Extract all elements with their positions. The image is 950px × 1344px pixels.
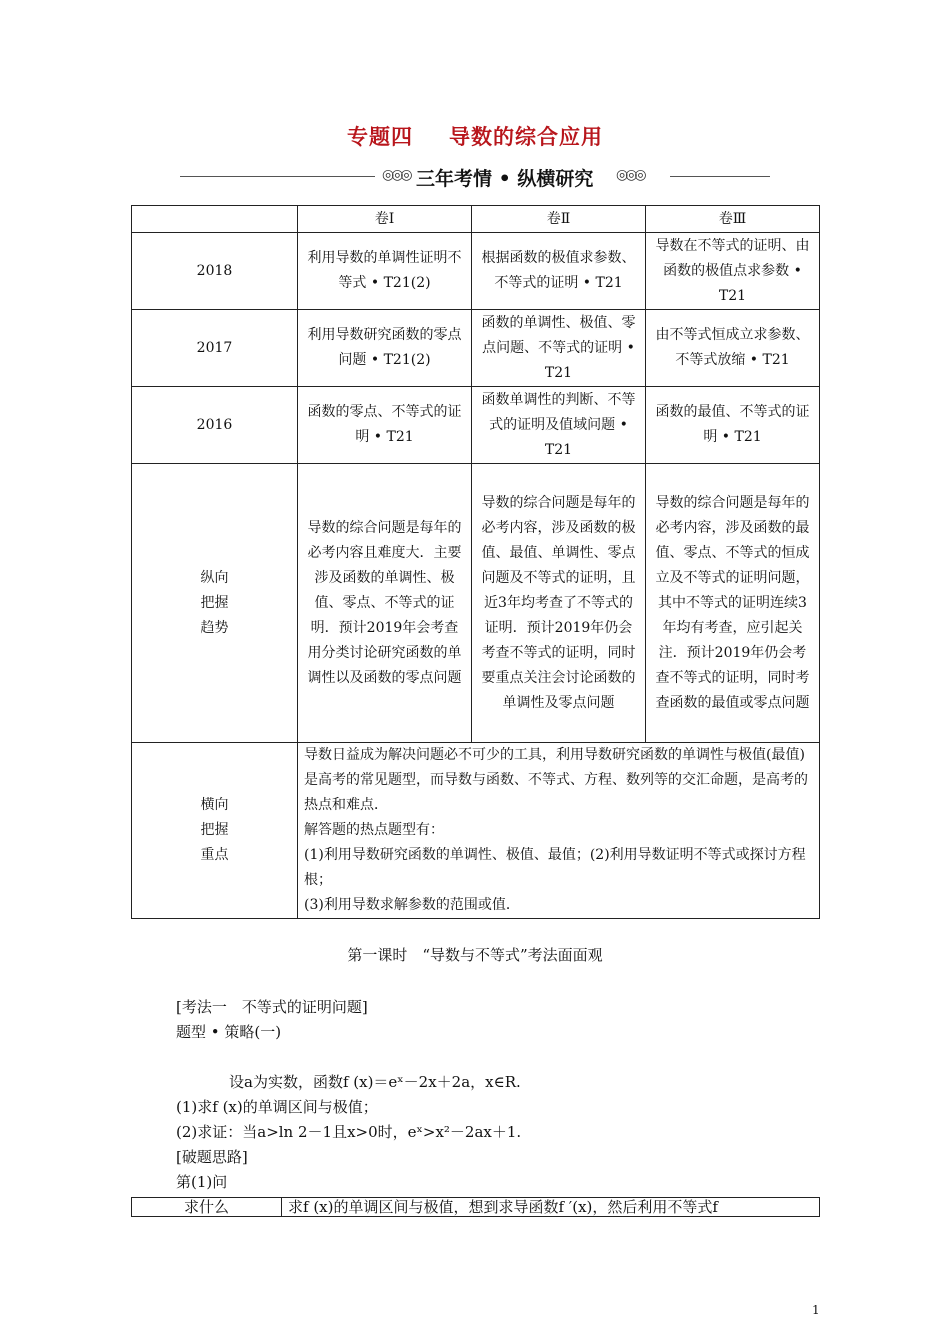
page-number: 1	[812, 1303, 820, 1317]
lesson-title: 第一课时 “导数与不等式”考法面面观	[347, 946, 603, 964]
trend-label-line: 把握	[200, 594, 229, 611]
table-cell: 函数单调性的判断、不等式的证明及值域问题 • T21	[472, 387, 646, 464]
header-cell	[132, 206, 298, 233]
table-cell: 导数的综合问题是每年的必考内容，涉及函数的最值、零点、不等式的恒成立及不等式的证明问题，其中不等式的证明连续3年均有考查，应引起关注．预计2019年仍会考查不等式的证明，同时考查函数的最值或零点问题	[646, 464, 820, 743]
year-cell: 2018	[132, 233, 298, 310]
trend-row	[132, 464, 820, 743]
question-1: (1)求f (x)的单调区间与极值；	[176, 1098, 378, 1116]
banner-text: 三年考情 • 纵横研究	[416, 168, 594, 190]
table-cell: 求什么	[132, 1198, 282, 1217]
section-banner	[180, 162, 770, 192]
focus-row	[132, 743, 820, 919]
trend-label-line: 纵向	[200, 569, 229, 586]
focus-paragraph: 导数日益成为解决问题必不可少的工具，利用导数研究函数的单调性与极值(最值)是高考的常见题型，而导数与函数、不等式、方程、数列等的交汇命题，是高考的热点和难点．	[304, 747, 808, 813]
table-row	[132, 387, 820, 464]
banner-rule-left	[180, 176, 375, 177]
type-heading: 题型 • 策略(一)	[176, 1023, 282, 1041]
ornament-right-icon: ◎◎◎	[616, 167, 644, 183]
focus-content-cell	[298, 743, 820, 919]
focus-label-line: 重点	[200, 847, 229, 863]
focus-paragraph: (3)利用导数求解参数的范围或值．	[304, 897, 520, 913]
table-header-row	[132, 206, 820, 233]
header-cell: 卷Ⅱ	[472, 206, 646, 233]
table-cell: 由不等式恒成立求参数、不等式放缩 • T21	[646, 310, 820, 387]
method-heading: [考法一 不等式的证明问题]	[176, 998, 368, 1016]
title-part2: 导数的综合应用	[449, 125, 603, 149]
table-cell: 利用导数研究函数的零点问题 • T21(2)	[298, 310, 472, 387]
question-2: (2)求证：当a>ln 2－1且x>0时，eˣ>x²－2ax＋1.	[176, 1123, 522, 1141]
page-title	[0, 121, 950, 151]
analysis-table	[131, 1197, 820, 1217]
banner-rule-right	[670, 176, 770, 177]
trend-label-cell	[132, 464, 298, 743]
trend-label-line: 趋势	[200, 619, 229, 636]
year-cell: 2017	[132, 310, 298, 387]
table-row	[132, 310, 820, 387]
table-cell: 函数的零点、不等式的证明 • T21	[298, 387, 472, 464]
focus-paragraph: 解答题的热点题型有：	[304, 822, 444, 838]
focus-label-cell	[132, 743, 298, 919]
table-cell: 根据函数的极值求参数、不等式的证明 • T21	[472, 233, 646, 310]
focus-label-line: 横向	[200, 797, 229, 813]
table-cell: 求f (x)的单调区间与极值，想到求导函数f ′(x)，然后利用不等式f	[282, 1198, 820, 1217]
table-cell: 导数的综合问题是每年的必考内容，涉及函数的极值、最值、单调性、零点问题及不等式的证明，且近3年均考查了不等式的证明．预计2019年仍会考查不等式的证明，同时要重点关注会讨论函数的单调性及零点问题	[472, 464, 646, 743]
table-cell: 利用导数的单调性证明不等式 • T21(2)	[298, 233, 472, 310]
table-cell: 导数的综合问题是每年的必考内容且难度大．主要涉及函数的单调性、极值、零点、不等式的证明．预计2019年会考查用分类讨论研究函数的单调性以及函数的零点问题	[298, 464, 472, 743]
focus-label-line: 把握	[200, 822, 229, 838]
table-cell: 函数的最值、不等式的证明 • T21	[646, 387, 820, 464]
exam-analysis-table	[131, 205, 820, 919]
trend-label	[201, 566, 229, 641]
table-row	[132, 233, 820, 310]
header-cell: 卷Ⅰ	[298, 206, 472, 233]
ornament-left-icon: ◎◎◎	[382, 167, 410, 183]
title-part1: 专题四	[347, 125, 413, 149]
year-cell: 2016	[132, 387, 298, 464]
focus-paragraph: (1)利用导数研究函数的单调性、极值、最值；(2)利用导数证明不等式或探讨方程根；	[304, 847, 806, 888]
table-cell: 导数在不等式的证明、由函数的极值点求参数 • T21	[646, 233, 820, 310]
table-row	[132, 1198, 820, 1217]
analysis-heading: [破题思路]	[176, 1148, 248, 1166]
header-cell: 卷Ⅲ	[646, 206, 820, 233]
table-cell: 函数的单调性、极值、零点问题、不等式的证明 • T21	[472, 310, 646, 387]
part-heading: 第(1)问	[176, 1173, 228, 1191]
focus-label	[201, 793, 229, 868]
problem-statement: 设a为实数，函数f (x)＝eˣ－2x＋2a，x∈R.	[229, 1073, 521, 1091]
